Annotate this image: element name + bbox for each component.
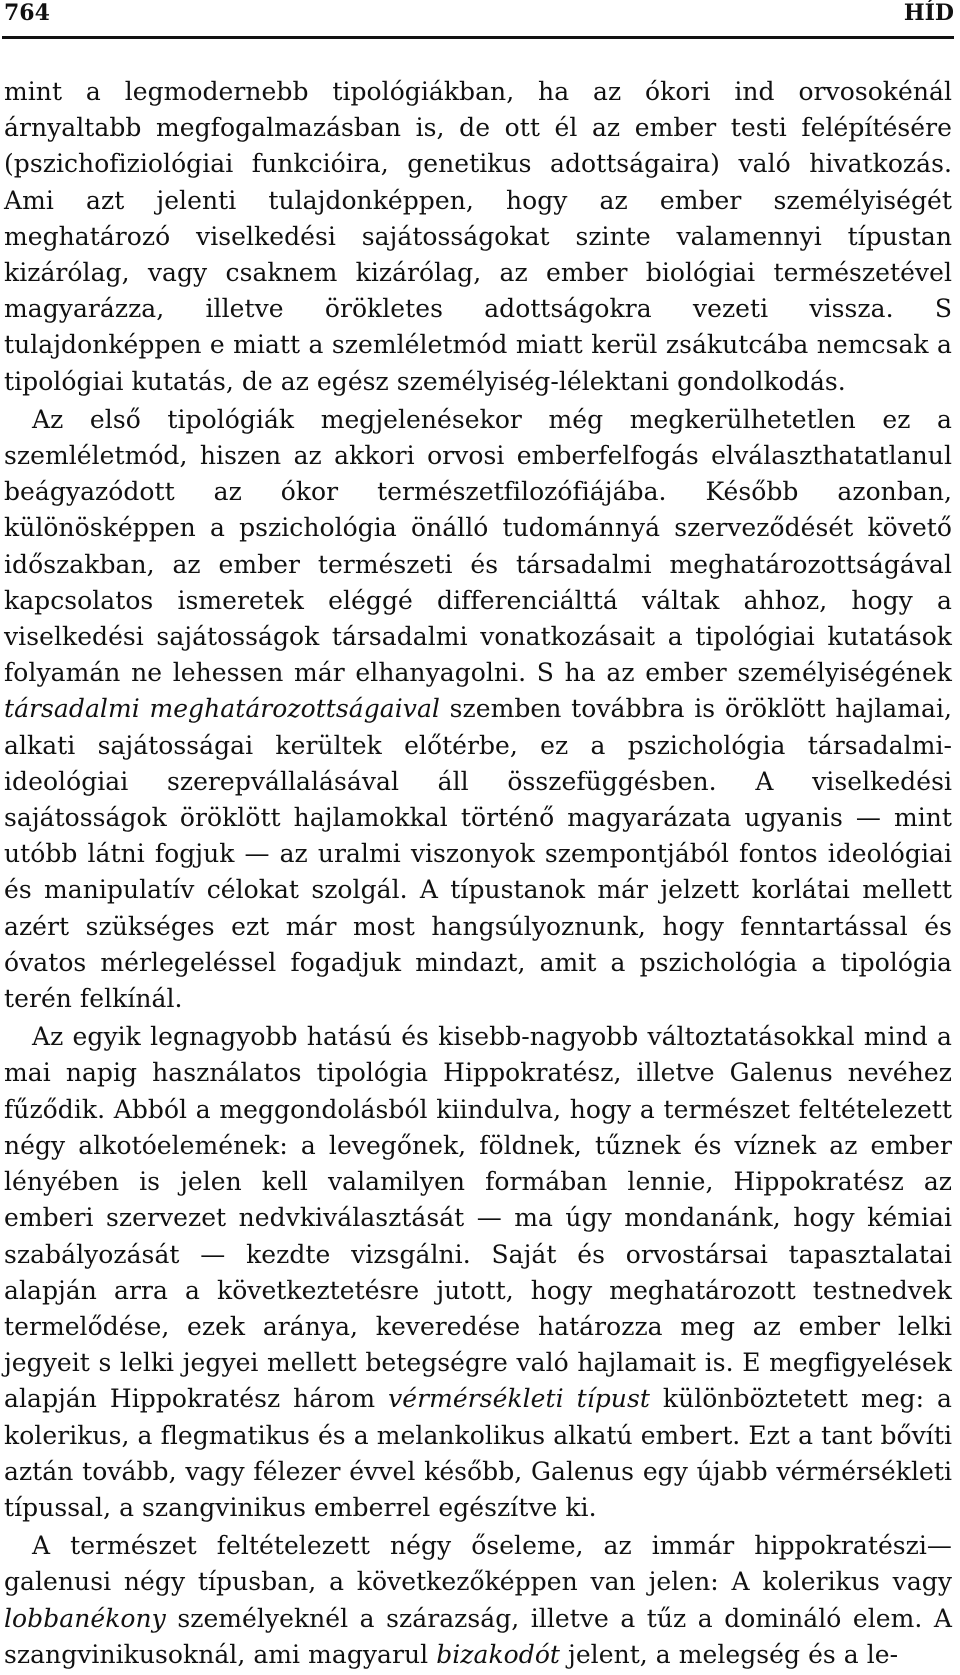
text-run: A természet feltételezett négy őseleme, az immár hippokratészi—galenusi négy típusban, a következőképpen van jelen: A kolerikus vagy [4, 1531, 952, 1597]
paragraph [4, 1528, 952, 1673]
body-text [4, 74, 952, 1675]
text-run: Az első tipológiák megjelenésekor még megkerülhetetlen ez a szemléletmód, hiszen az akkori orvosi emberfelfogás elválaszthatatlanul beágyazódott az ókor természetfilozófiájába. Később azonban, különösképpen a pszichológia önálló tudománnyá szerveződését követő időszakban, az ember természeti és társadalmi meghatározottságával kapcsolatos ismeretek eléggé differenciálttá váltak ahhoz, hogy a viselkedési sajátosságok társadalmi vonatkozásait a tipológiai kutatások folyamán ne lehessen már elhanyagolni. S ha az ember személyiségének [4, 404, 952, 688]
text-run: szemben továbbra is öröklött hajlamai, alkati sajátosságai kerültek előtérbe, ez a pszichológia társadalmi-ideológiai szerepvállalásával áll összefüggésben. A viselkedési sajátosságok öröklött hajlamokkal történő magyarázata ugyanis — mint utóbb látni fogjuk — az uralmi viszonyok szempontjából fontos ideológiai és manipulatív célokat szolgál. A típustanok már jelzett korlátai mellett azért szükséges ezt már most hangsúlyoznunk, hogy fenntartással és óvatos mérlegeléssel fogadjuk mindazt, amit a pszichológia a tipológia terén felkínál. [4, 694, 952, 1014]
page-number: 764 [4, 0, 50, 26]
running-title: HÍD [903, 0, 954, 26]
emphasis: bizakodót [436, 1639, 561, 1669]
text-run: személyeknél a szárazság, illetve a tűz a domináló elem. A szangvinikusoknál, ami magyarul [4, 1603, 952, 1669]
text-run: jelent, a melegség és a le- [560, 1639, 899, 1669]
header-rule [2, 36, 954, 39]
emphasis: társadalmi meghatározottságaival [4, 694, 440, 724]
text-run: különböztetett meg: a kolerikus, a flegmatikus és a melankolikus alkatú embert. Ezt a tant bővíti aztán tovább, vagy félezer évvel később, Galenus egy újabb vérmérsékleti típussal, a szangvinikus emberrel egészítve ki. [4, 1384, 952, 1522]
text-run: Az egyik legnagyobb hatású és kisebb-nagyobb változtatásokkal mind a mai napig használatos tipológia Hippokratész, illetve Galenus nevéhez fűződik. Abból a meggondolásból kiindulva, hogy a természet feltételezett négy alkotóelemének: a levegőnek, földnek, tűznek és víznek az ember lényében is jelen kell valamilyen formában lennie, Hippokratész az emberi szervezet nedvkiválasztását — ma úgy mondanánk, hogy kémiai szabályozását — kezdte vizsgálni. Saját és orvostársai tapasztalatai alapján arra a következtetésre jutott, hogy meghatározott testnedvek termelődése, ezek aránya, keveredése határozza meg az ember lelki jegyeit s lelki jegyei mellett betegségre való hajlamait is. E megfigyelések alapján Hippokratész három [4, 1022, 952, 1414]
paragraph [4, 74, 952, 400]
emphasis: vérmérsékleti típust [388, 1384, 650, 1414]
paragraph [4, 402, 952, 1017]
emphasis: lobbanékony [4, 1603, 166, 1633]
page-header [4, 0, 954, 34]
paragraph [4, 1019, 952, 1526]
text-run: mint a legmodernebb tipológiákban, ha az ókori ind orvosokénál árnyaltabb megfogalmazásban is, de ott él az ember testi felépítésére (pszichofiziológiai funkcióira, genetikus adottságaira) való hivatkozás. Ami azt jelenti tulajdonképpen, hogy az ember személyiségét meghatározó viselkedési sajátosságokat szinte valamennyi típustan kizárólag, vagy csaknem kizárólag, az ember biológiai természetével magyarázza, illetve örökletes adottságokra vezeti vissza. S tulajdonképpen e miatt a szemléletmód miatt kerül zsákutcába nemcsak a tipológiai kutatás, de az egész személyiség-lélektani gondolkodás. [4, 77, 952, 396]
